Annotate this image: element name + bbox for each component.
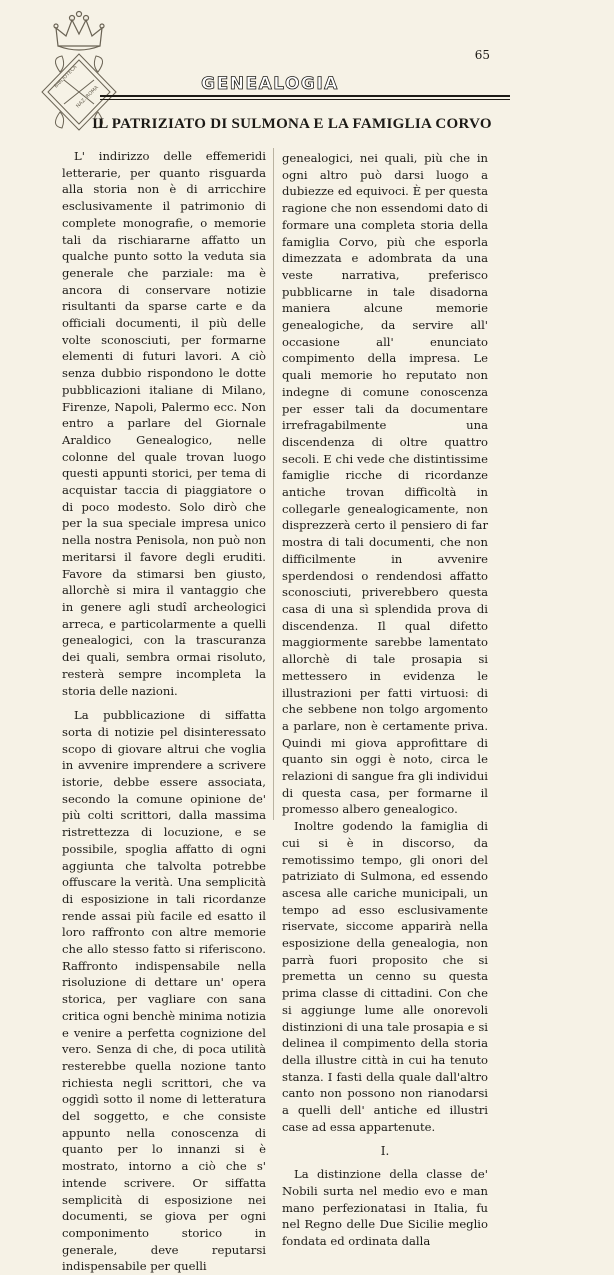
paragraph: Inoltre godendo la famiglia di cui si è in discorso, da remotissimo tempo, gli onori del patriziato di Sulmona, ed essendo ascesa alle cariche municipali, un tempo ad esso esclusivamente riservate, siccome apparirà nella esposizione della genealogia, non parrà fuori proposito che si premetta un cenno su questa prima classe di cittadini. Con che si aggiunge lume alle onorevoli distinzioni di una tale prosapia e si delinea il compimento della storia della illustre città in cui ha tenuto stanza. I fasti della quale dall'altro canto non possono non rianodarsi a quelli dell' antiche ed illustri case ad essa appartenute. (282, 819, 488, 1134)
page-number: 65 (474, 48, 490, 62)
paragraph: L' indirizzo delle effemeridi letterarie, per quanto risguarda alla storia non è di arricchire esclusivamente il patrimonio di complete monografie, o memorie tali da rischiararne affatto un qualche punto sotto la veduta sia generale che parziale: ma è ancora di conservare notizie risultanti da sparse carte e da officiali documenti, il più delle volte sconosciuti, per formarne elementi di futuri lavori. A ciò senza dubbio rispondono le dotte pubblicazioni italiane di Milano, Firenze, Napoli, Palermo ecc. Non entro a parlare del Giornale Araldico Genealogico, nelle colonne del quale trovan luogo questi appunti storici, per tema di acquistar taccia di piaggiatore o di poco modesto. Solo dirò che per la sua speciale impresa unico nella nostra Penisola, non può non meritarsi il favore degli eruditi. Favore da stimarsi ben giusto, allorchè si mira il vantaggio che in genere agli studî archeologici arreca, e particolarmente a quelli genealogici, con la trascuranza dei quali, sembra ormai risoluto, resterà sempre incompleta la storia delle nazioni. (62, 149, 266, 698)
section-heading: I. (380, 1144, 390, 1159)
article-title: IL PATRIZIATO DI SULMONA E LA FAMIGLIA CORVO (92, 116, 492, 132)
paragraph: La distinzione della classe de' Nobili surta nel medio evo e man mano perfezionatasi in Italia, fu nel Regno delle Due Sicilie meglio fondata ed ordinata dalla (282, 1167, 488, 1248)
title-rule-thin (100, 99, 510, 100)
right-column (282, 150, 488, 1250)
column-divider (273, 148, 274, 820)
section-title: GENEALOGIA (201, 74, 339, 94)
paragraph: genealogici, nei quali, più che in ogni altro può darsi luogo a dubiezze ed equivoci. È per questa ragione che non essendomi dato di formare una completa storia della famiglia Corvo, più che esporla dimezzata e adombrata da una veste narrativa, preferisco pubblicarne in tale disadorna maniera alcune memorie genealogiche, da servire all' occasione all' enunciato compimento della impresa. Le quali memorie ho reputato non indegne di comune conoscenza per esser tali da documentare irrefragabilmente una discendenza di oltre quattro secoli. E chi vede che distintissime famiglie ricche di ricordanze antiche trovan difficoltà in collegarle genealogicamente, non disprezzerà certo il pensiero di far mostra di tali documenti, che non difficilmente in avvenire sperdendosi o rendendosi affatto sconosciuti, priverebbero questa casa di una sì splendida prova di discendenza. Il qual difetto maggiormente sarebbe lamentato allorchè di tale prosapia si mettessero in evidenza le illustrazioni per fatti virtuosi: di che sebbene non tolgo argomento a parlare, non è certamente priva. Quindi mi giova approfittare di quanto sin oggi è noto, circa le relazioni di sangue fra gli individui di questa casa, per formarne il promesso albero genealogico. (282, 151, 488, 817)
paragraph: La pubblicazione di siffatta sorta di notizie pel disinteressato scopo di giovare altrui che voglia in avvenire imprendere a scrivere istorie, debbe essere associata, secondo la comune opinione de' più colti scrittori, dalla massima ristrettezza di locuzione, e se possibile, spoglia affatto di ogni aggiunta che talvolta potrebbe offuscare la verità. Una semplicità di esposizione in tali ricordanze rende assai più facile ed esatto il loro raffronto con altre memorie che allo stesso fatto si riferiscono. Raffronto indispensabile nella risoluzione di dettare un' opera storica, per vagliare con sana critica ogni benchè minima notizia e venire a perfetta cognizione del vero. Senza di che, di poca utilità resterebbe quella nozione tanto richiesta negli scrittori, che va oggidì sotto il nome di letteratura del soggetto, e che consiste appunto nella conoscenza di quanto per lo innanzi si è mostrato, intorno a ciò che s' intende scrivere. Or siffatta semplicità di esposizione nei documenti, se giova per ogni componimento storico in generale, deve reputarsi indispensabile per quelli (62, 708, 266, 1274)
svg-text:BIBLIOTECA: BIBLIOTECA (53, 64, 79, 90)
title-rule (100, 95, 510, 97)
svg-text:NAZ. ROMA: NAZ. ROMA (75, 84, 100, 110)
left-column (62, 148, 266, 1275)
